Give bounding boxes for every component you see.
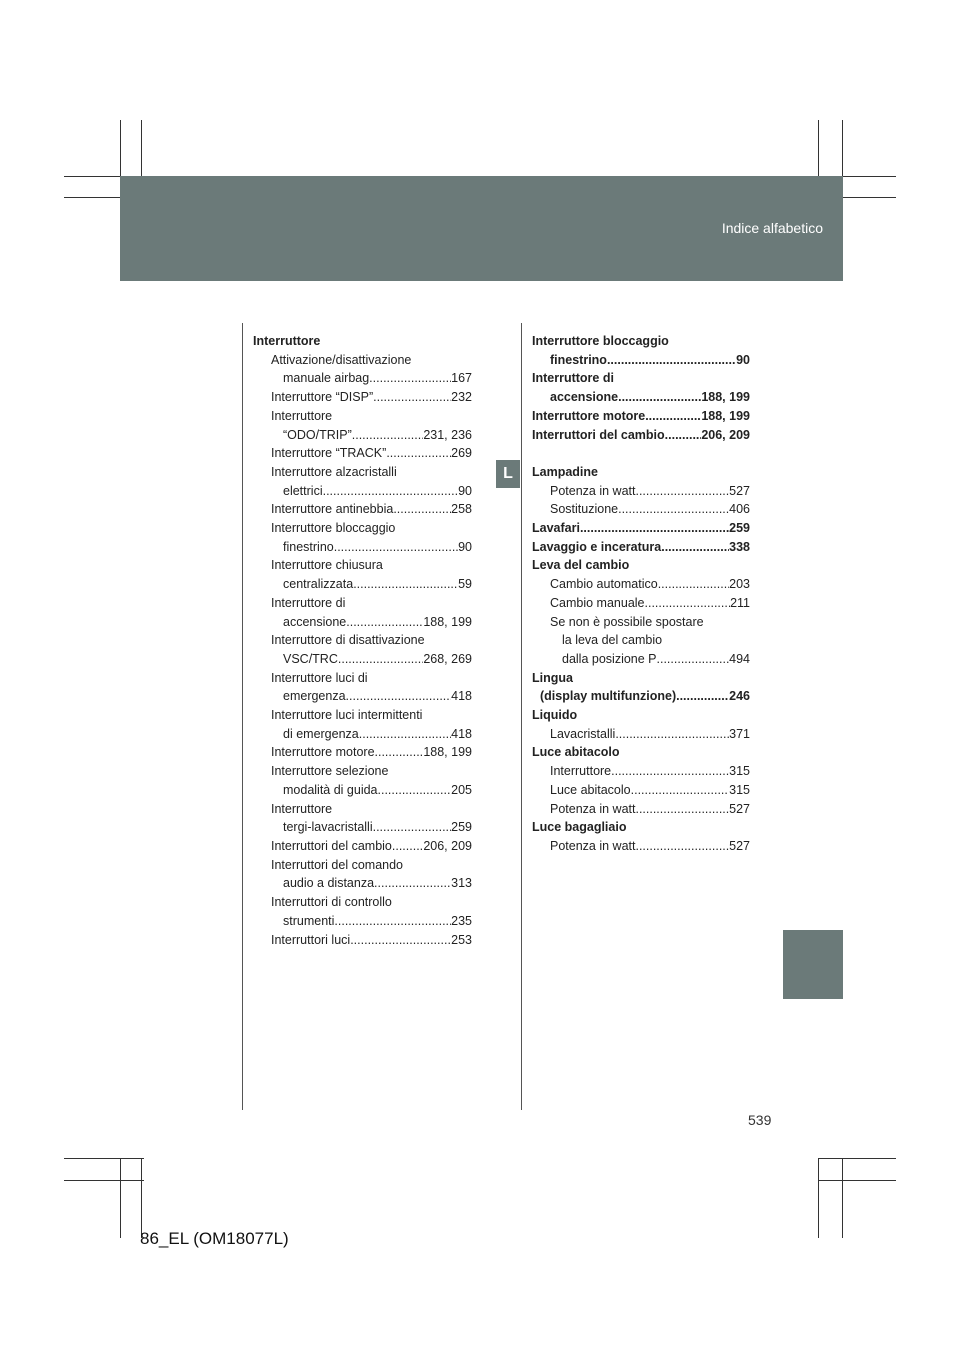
index-entry [253,743,472,762]
index-entry-text: Interruttore “DISP” [271,390,374,405]
crop-mark-bottom-right-h2 [818,1180,896,1181]
index-entry [253,818,472,837]
dot-leader [645,407,701,426]
index-entry-page: 527 [729,801,750,816]
index-entry [253,594,472,613]
index-entry-text: emergenza [283,689,346,704]
index-entry [253,837,472,856]
index-entry [532,762,750,781]
index-entry [253,912,472,931]
index-entry-page: 188, 199 [423,614,472,629]
index-entry-text: Lavaggio e inceratura [532,539,662,554]
dot-leader [635,837,729,856]
index-entry-text: Interruttore selezione [271,764,389,779]
index-entry [253,725,472,744]
section-letter-tab: L [496,460,520,488]
side-thumb-tab [783,930,843,999]
index-entry [532,669,750,688]
index-entry-page: 90 [458,539,472,554]
index-entry-text: Interruttore motore [532,408,646,423]
index-entry-page: 188, 199 [701,390,750,405]
index-entry-page: 268, 269 [423,651,472,666]
crop-mark-bottom-left-v1 [120,1158,121,1238]
index-entry-page: 206, 209 [423,838,472,853]
index-entry-text: la leva del cambio [562,633,663,648]
index-entry [253,388,472,407]
index-entry-page: 205 [451,782,472,797]
index-entry-text: strumenti [283,913,335,928]
dot-leader [346,613,423,632]
dot-leader [374,874,451,893]
dot-leader [352,426,424,445]
index-entry-text: Interruttore bloccaggio [532,334,669,348]
index-entry [532,575,750,594]
index-spacer [532,444,750,463]
index-entry-text: accensione [283,614,347,629]
dot-leader [618,388,701,407]
index-entry-page: 259 [729,521,750,536]
dot-leader [645,594,731,613]
index-entry-text: Se non è possibile spostare [550,614,704,629]
header-title: Indice alfabetico [721,220,823,236]
index-entry [253,332,472,351]
dot-leader [369,369,451,388]
index-entry [532,500,750,519]
index-entry [253,407,472,426]
index-entry-text: manuale airbag [283,371,370,386]
index-entry [253,762,472,781]
index-entry [253,631,472,650]
dot-leader [393,500,451,519]
dot-leader [373,818,452,837]
index-entry-text: Potenza in watt [550,801,636,816]
index-entry-page: 90 [736,352,750,367]
index-entry-text: Luce abitacolo [532,745,620,760]
index-entry-text: Attivazione/disattivazione [271,352,412,367]
index-entry [532,407,750,426]
index-entry-page: 313 [451,876,472,891]
index-entry-text: dalla posizione P [562,651,657,666]
index-entry [532,463,750,482]
index-entry-text: Interruttore [271,408,333,423]
index-entry-page: 527 [729,483,750,498]
index-entry [532,837,750,856]
index-entry-text: di emergenza [283,726,359,741]
dot-leader [334,912,451,931]
index-entry-text: Luce abitacolo. [550,782,635,797]
dot-leader [634,781,729,800]
dot-leader [611,762,729,781]
dot-leader [665,426,702,445]
index-entry-text: Interruttori di controllo [271,895,392,910]
dot-leader [378,781,452,800]
dot-leader [346,687,452,706]
index-entry-text: Lavafari [532,521,580,536]
index-entry [532,781,750,800]
index-entry-page: 167 [451,371,472,386]
index-entry [532,388,750,407]
index-entry-text: Interruttore bloccaggio [271,521,396,536]
index-entry [253,931,472,950]
index-entry-text: modalità di guida [283,782,378,797]
dot-leader [635,482,729,501]
index-entry-page: 253 [451,932,472,947]
index-entry-page: 188, 199 [701,408,750,423]
index-entry [532,556,750,575]
index-entry-text: Leva del cambio [532,558,630,573]
index-entry [253,781,472,800]
index-entry [532,482,750,501]
dot-leader [334,538,458,557]
column-rule-right [521,323,522,1110]
dot-leader [635,800,729,819]
index-entry-page: 418 [451,726,472,741]
index-entry-text: Luce bagagliaio [532,820,627,835]
index-entry [253,893,472,912]
index-entry-page: 203 [729,577,750,592]
index-entry-page: 269 [451,446,472,461]
crop-mark-bottom-left-v2 [141,1158,142,1238]
index-entry-page: 527 [729,838,750,853]
index-entry-text: Lampadine [532,464,598,479]
index-entry [532,369,750,388]
index-entry-text: Interruttore [550,764,612,779]
index-entry-page: 371 [729,726,750,741]
index-entry [253,575,472,594]
index-entry-page: 206, 209 [701,427,750,442]
index-entry-page: 59 [458,577,472,592]
index-entry-text: finestrino [283,539,334,554]
index-entry [532,613,750,632]
index-entry-text: VSC/TRC [283,651,338,666]
index-entry-text: elettrici [283,483,323,498]
crop-mark-bottom-left-h1 [64,1158,144,1159]
crop-mark-bottom-right-h1 [818,1158,896,1159]
index-entry [253,538,472,557]
index-entry [253,613,472,632]
index-entry-text: Liquido [532,708,578,723]
index-entry [253,856,472,875]
index-entry-text: Interruttore di disattivazione [271,633,425,648]
index-entry-text: Interruttori del cambio [532,427,665,442]
index-entry-page: 246 [729,689,750,704]
dot-leader [359,725,451,744]
header-band [120,176,843,281]
index-entry [532,725,750,744]
index-entry [253,874,472,893]
index-entry-text: Interruttore motore [271,745,375,760]
index-entry-text: centralizzata [283,577,354,592]
index-entry-page: 315 [729,782,750,797]
index-entry-text: Sostituzione [550,502,619,517]
index-entry-text: Interruttore di [271,595,346,610]
index-entry [532,800,750,819]
index-entry-page: 338 [729,539,750,554]
index-entry [532,818,750,837]
dot-leader [323,482,459,501]
index-entry [253,500,472,519]
index-entry [532,594,750,613]
dot-leader [392,837,423,856]
index-entry-text: Interruttori del cambio [271,838,392,853]
index-column-1 [253,332,472,949]
index-entry [253,369,472,388]
index-entry [532,426,750,445]
index-entry [253,800,472,819]
index-entry-page: 235 [451,913,472,928]
index-entry-page: 259 [451,820,472,835]
page-number: 539 [748,1112,772,1128]
index-entry-text: (display multifunzione) [540,689,677,704]
index-entry [532,351,750,370]
dot-leader [618,500,729,519]
index-entry-page: 188, 199 [423,745,472,760]
index-column-2 [532,332,750,856]
dot-leader [657,650,730,669]
index-entry-text: Interruttori luci [271,932,351,947]
index-entry-text: Interruttore di [532,371,614,386]
index-entry-text: Interruttori del comando [271,857,404,872]
index-entry-text: finestrino [550,352,607,367]
index-entry-page: 231, 236 [423,427,472,442]
index-entry-text: Lingua [532,670,573,685]
index-entry-text: Interruttore luci di [271,670,368,685]
index-entry-text: tergi-lavacristalli [283,820,373,835]
dot-leader [338,650,423,669]
index-entry-page: 315 [729,764,750,779]
dot-leader [658,575,729,594]
index-entry [253,706,472,725]
index-entry [253,650,472,669]
index-entry [532,538,750,557]
index-entry-text: Potenza in watt [550,483,636,498]
dot-leader [375,743,424,762]
index-entry-text: Interruttore [253,334,321,348]
footer-code: 86_EL (OM18077L) [140,1229,289,1248]
dot-leader [373,388,451,407]
index-entry-text: Interruttore luci intermittenti [271,708,423,723]
index-entry [532,519,750,538]
dot-leader [615,725,729,744]
index-entry [253,556,472,575]
index-entry-text: Potenza in watt [550,838,636,853]
index-entry-page: 211 [730,595,750,610]
dot-leader [386,444,451,463]
index-entry-text: Interruttore alzacristalli [271,464,397,479]
index-entry [532,332,750,351]
dot-leader [676,687,729,706]
index-entry-text: Lavacristalli [550,726,616,741]
index-entry-text: “ODO/TRIP” [283,427,352,442]
dot-leader [350,931,451,950]
index-entry-page: 258 [451,502,472,517]
dot-leader [580,519,729,538]
index-entry-page: 232 [451,390,472,405]
dot-leader [661,538,729,557]
index-entry-text: Interruttore antinebbia [271,502,394,517]
index-entry [532,650,750,669]
crop-mark-bottom-right-v2 [842,1158,843,1238]
index-entry [253,463,472,482]
index-entry [532,706,750,725]
index-entry [253,669,472,688]
index-entry [253,426,472,445]
index-entry-page: 406 [729,502,750,517]
index-entry [532,631,750,650]
index-entry-page: 418 [451,689,472,704]
index-entry-text: Interruttore chiusura [271,558,383,573]
index-entry [532,687,750,706]
dot-leader [353,575,458,594]
index-entry-page: 494 [729,651,750,666]
index-entry-text: audio a distanza [283,876,375,891]
index-entry-text: accensione [550,390,619,405]
index-entry-text: Cambio manuale [550,595,645,610]
index-entry-text: Interruttore “TRACK” [271,446,387,461]
index-entry [253,519,472,538]
index-entry [532,743,750,762]
index-entry [253,482,472,501]
crop-mark-bottom-left-h2 [64,1180,144,1181]
index-entry-text: Interruttore [271,801,333,816]
index-entry [253,687,472,706]
index-entry-page: 90 [458,483,472,498]
index-entry [253,351,472,370]
index-entry-text: Cambio automatico [550,577,658,592]
column-rule-left [242,323,243,1110]
crop-mark-bottom-right-v1 [818,1158,819,1238]
index-entry [253,444,472,463]
dot-leader [607,351,736,370]
